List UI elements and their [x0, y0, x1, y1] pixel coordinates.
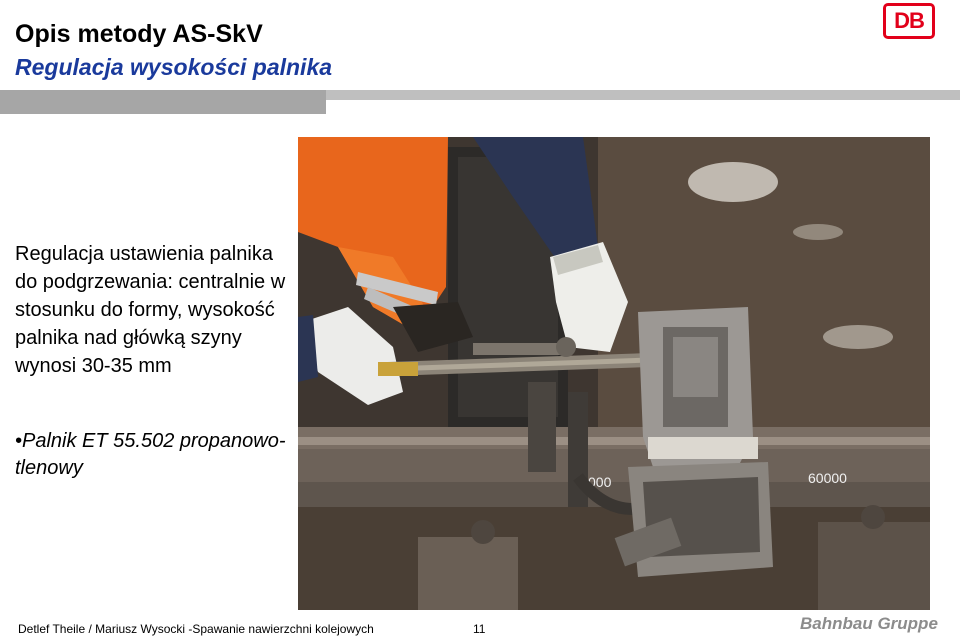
bahnbau-brand: Bahnbau Gruppe — [800, 614, 938, 633]
torch-bullet: •Palnik ET 55.502 propanowo-tlenowy — [15, 430, 286, 479]
rail-marking-right: 60000 — [808, 470, 847, 486]
page-number: 11 — [473, 622, 486, 636]
slide-title: Opis metody AS-SkV — [15, 20, 263, 48]
rail-welding-photo — [298, 137, 930, 610]
db-logo — [883, 3, 935, 39]
description-text: Regulacja ustawienia palnika do podgrzewania: centralnie w stosunku do formy, wysokość palnika nad główką szyny wynosi 30-35 mm — [15, 243, 286, 377]
slide-subtitle: Regulacja wysokości palnika — [15, 54, 333, 80]
footer-authors: Detlef Theile / Mariusz Wysocki -Spawanie nawierzchni kolejowych — [18, 622, 374, 636]
header-divider-light — [326, 90, 960, 100]
db-logo-text: DB — [894, 8, 924, 33]
rail-marking-left: 000 — [588, 474, 612, 490]
header-divider-dark — [0, 90, 326, 114]
